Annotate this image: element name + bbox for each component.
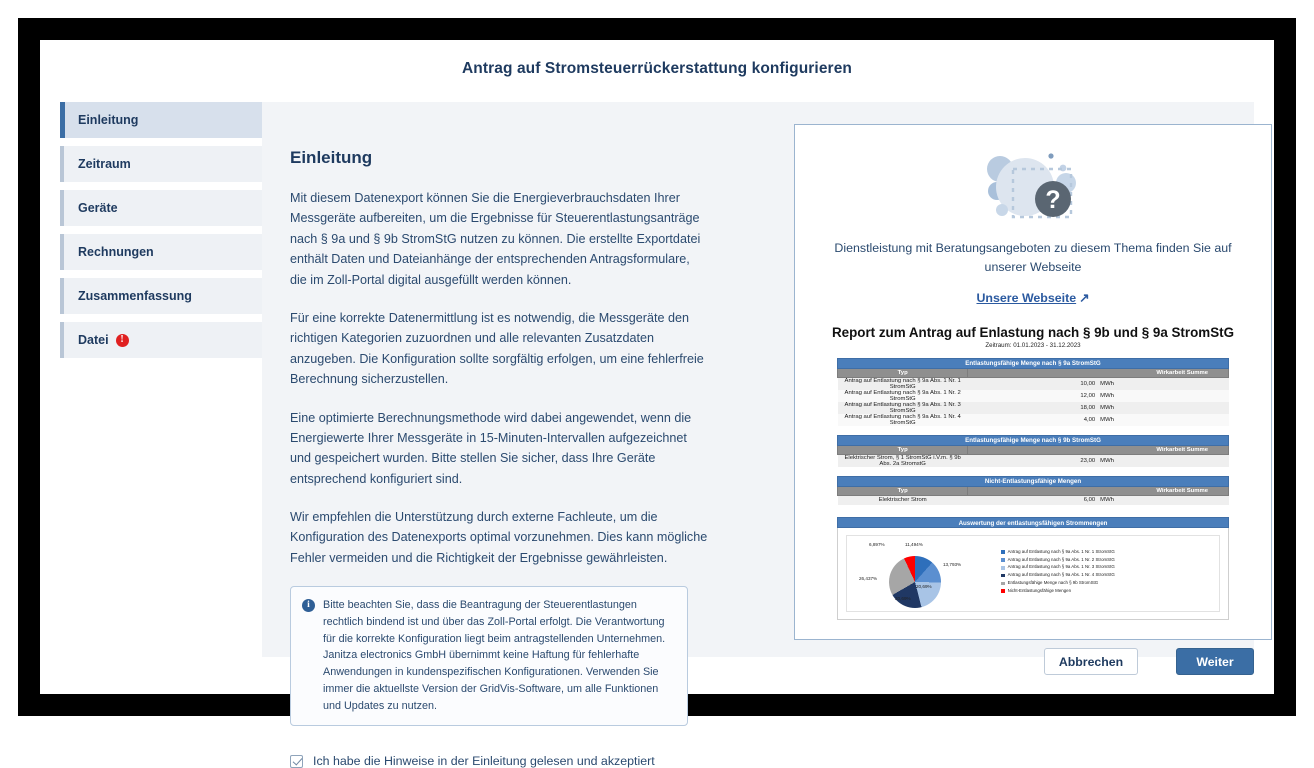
sidebar-item-rechnungen[interactable] [60,234,262,270]
consent-label: Ich habe die Hinweise in der Einleitung gelesen und akzeptiert [313,754,655,768]
pie-area [847,536,997,611]
cell-type: Antrag auf Entlastung nach § 9a Abs. 1 Nr. 4 StromStG [838,414,968,426]
table-row [838,390,1229,402]
website-link-label: Unsere Webseite [976,291,1077,306]
introduction-paragraphs [290,188,708,568]
cell-value: 10,00 [968,378,1098,391]
column-header: Typ [838,369,968,378]
sidebar-item-label: Zusammenfassung [78,289,192,303]
cell-value: 12,00 [968,390,1098,402]
error-badge-icon: ! [116,334,129,347]
sidebar-item-label: Geräte [78,201,118,215]
column-header: Wirkarbeit Summe [968,369,1229,378]
sidebar-item-label: Datei [78,333,109,347]
website-link[interactable] [795,290,1271,305]
cell-unit: MWh [1098,414,1228,426]
legend-swatch [1001,558,1005,562]
report-title: Report zum Antrag auf Enlastung nach § 9b und § 9a StromStG [831,325,1234,341]
cell-value: 18,00 [968,402,1098,414]
external-link-icon: ↗ [1079,291,1090,306]
cell-type: Antrag auf Entlastung nach § 9a Abs. 1 Nr. 3 StromStG [838,402,968,414]
wizard-step-sidebar [60,102,262,366]
legend-item [1001,573,1219,578]
chart-box [837,528,1229,620]
legend-item [1001,558,1219,563]
legend-label: Antrag auf Entlastung nach § 9a Abs. 1 Nr. 2 StromStG [1007,556,1115,562]
cell-type: Antrag auf Entlastung nach § 9a Abs. 1 Nr. 1 StromStG [838,378,968,391]
paragraph: Eine optimierte Berechnungsmethode wird dabei angewendet, wenn die Energiewerte Ihrer Messgeräte in 15-Minuten-Intervallen aufgezeichnet und gespeichert wurden. Bitte stellen Sie sicher, dass Ihre Geräte entsprechend konfiguriert sind. [290,410,692,486]
pie-percent-label: 11,494% [905,541,923,547]
sidebar-item-label: Rechnungen [78,245,154,259]
table-row [838,496,1229,505]
legend-swatch [1001,582,1005,586]
column-header: Typ [838,487,968,496]
dialog-footer [40,634,1274,694]
info-icon: i [302,599,315,612]
legend-item [1001,565,1219,570]
report-preview-card [794,124,1272,640]
sidebar-item-einleitung[interactable] [60,102,262,138]
column-header: Typ [838,446,968,455]
cell-value: 23,00 [968,455,1098,468]
question-mark-illustration [953,139,1113,235]
legend-label: Entlastungsfähige Menge nach § 9b StromStG [1007,580,1099,586]
report-table [837,476,1229,505]
report-subtitle: Zeitraum: 01.01.2023 - 31.12.2023 [985,342,1081,350]
device-frame-right [1274,18,1296,716]
legend-label: Antrag auf Entlastung nach § 9a Abs. 1 Nr. 1 StromStG [1007,548,1115,554]
paragraph: Wir empfehlen die Unterstützung durch externe Fachleute, um die Konfiguration des Datenexports optimal vorzunehmen. Dies kann mögliche Fehler vermeiden und die Richtigkeit der Ergebnisse gewährleisten. [290,510,708,565]
consent-checkbox[interactable] [290,755,303,768]
pie-percent-label: 20,69% [916,583,932,589]
table-band-title: Entlastungsfähige Menge nach § 9a StromStG [838,359,1229,369]
column-header: Wirkarbeit Summe [968,487,1229,496]
table-row [838,455,1229,468]
dialog-window [40,40,1274,768]
report-table [837,358,1229,426]
sidebar-item-datei[interactable] [60,322,262,358]
sidebar-item-label: Einleitung [78,113,139,127]
chart-band-title: Auswertung der entlastungsfähigen Strommengen [837,517,1229,528]
preview-caption: Dienstleistung mit Beratungsangeboten zu diesem Thema finden Sie auf unserer Webseite [834,241,1232,274]
device-frame-top [18,18,1296,40]
cell-type: Elektrischer Strom, § 1 StromStG i.V.m. § 9b Abs. 2a StromstG [838,455,968,468]
cancel-button[interactable]: Abbrechen [1044,648,1138,675]
pie-percent-label: 13,793% [943,561,962,567]
cell-value: 6,00 [968,496,1098,505]
table-band-title: Nicht-Entlastungsfähige Mengen [838,477,1229,487]
sidebar-item-label: Zeitraum [78,157,131,171]
cell-unit: MWh [1098,390,1228,402]
svg-text:?: ? [1045,186,1061,214]
sidebar-item-gerte[interactable] [60,190,262,226]
report-tables [795,358,1271,505]
table-band-title: Entlastungsfähige Menge nach § 9b StromStG [838,436,1229,446]
pie-percent-label: 20,69% [895,595,911,601]
next-button[interactable]: Weiter [1176,648,1254,675]
sidebar-item-zeitraum[interactable] [60,146,262,182]
pie-percent-label: 6,897% [869,541,885,547]
legend-item [1001,550,1219,555]
legend-label: Antrag auf Entlastung nach § 9a Abs. 1 Nr. 4 StromStG [1007,572,1115,578]
cell-unit: MWh [1098,402,1228,414]
page-title: Antrag auf Stromsteuerrückerstattung konfigurieren [462,60,852,77]
notice-text: Bitte beachten Sie, dass die Beantragung der Steuerentlastungen rechtlich bindend ist und über das Zoll-Portal erfolgt. Die Verantwortung für die korrekte Konfiguration liegt beim antragstellenden Unternehmen. Janitza electronics GmbH übernimmt keine Haftung für fehlerhafte Anwendungen in kundenspezifischen Konfigurationen. Verwenden Sie immer die aktuellste Version der GridVis-Software, um alle Funktionen und Updates zu nutzen. [323,599,666,712]
legend-item [1001,589,1219,594]
sidebar-item-zusammenfassung[interactable] [60,278,262,314]
legend-swatch [1001,589,1005,593]
paragraph: Für eine korrekte Datenermittlung ist es notwendig, die Messgeräte den richtigen Kategorien zuzuordnen und alle relevanten Zusatzdaten anzugeben. Die Konfiguration sollte sorgfältig erfolgen, um eine fehlerfreie Berechnung sicherzustellen. [290,310,704,387]
cell-type: Elektrischer Strom [838,496,968,505]
chart-inner [846,535,1220,612]
cell-unit: MWh [1098,455,1228,468]
cell-value: 4,00 [968,414,1098,426]
device-frame-left [18,18,40,716]
legend-item [1001,581,1219,586]
chart-legend [997,550,1219,597]
legend-swatch [1001,550,1005,554]
legend-swatch [1001,566,1005,570]
consent-checkbox-row[interactable] [290,754,708,768]
pie-percent-label: 26,437% [859,575,878,581]
report-table [837,435,1229,467]
column-header: Wirkarbeit Summe [968,446,1229,455]
cell-unit: MWh [1098,496,1228,505]
section-title: Einleitung [290,148,373,167]
legend-label: Nicht-Entlastungsfähige Mengen [1007,587,1072,593]
paragraph: Mit diesem Datenexport können Sie die Energieverbrauchsdaten Ihrer Messgeräte aufbereiten, um die Ergebnisse für Steuerentlastungsanträge nach § 9a und § 9b StromStG nutzen zu können. Die erstellte Exportdatei enthält Daten und Dateianhänge der entsprechenden Antragsformulare, die im Zoll-Portal digital ausgefüllt werden können. [290,191,701,287]
table-row [838,378,1229,391]
cell-type: Antrag auf Entlastung nach § 9a Abs. 1 Nr. 2 StromStG [838,390,968,402]
table-row [838,402,1229,414]
table-row [838,414,1229,426]
legend-label: Antrag auf Entlastung nach § 9a Abs. 1 Nr. 3 StromStG [1007,564,1115,570]
cell-unit: MWh [1098,378,1228,391]
legend-swatch [1001,574,1005,578]
